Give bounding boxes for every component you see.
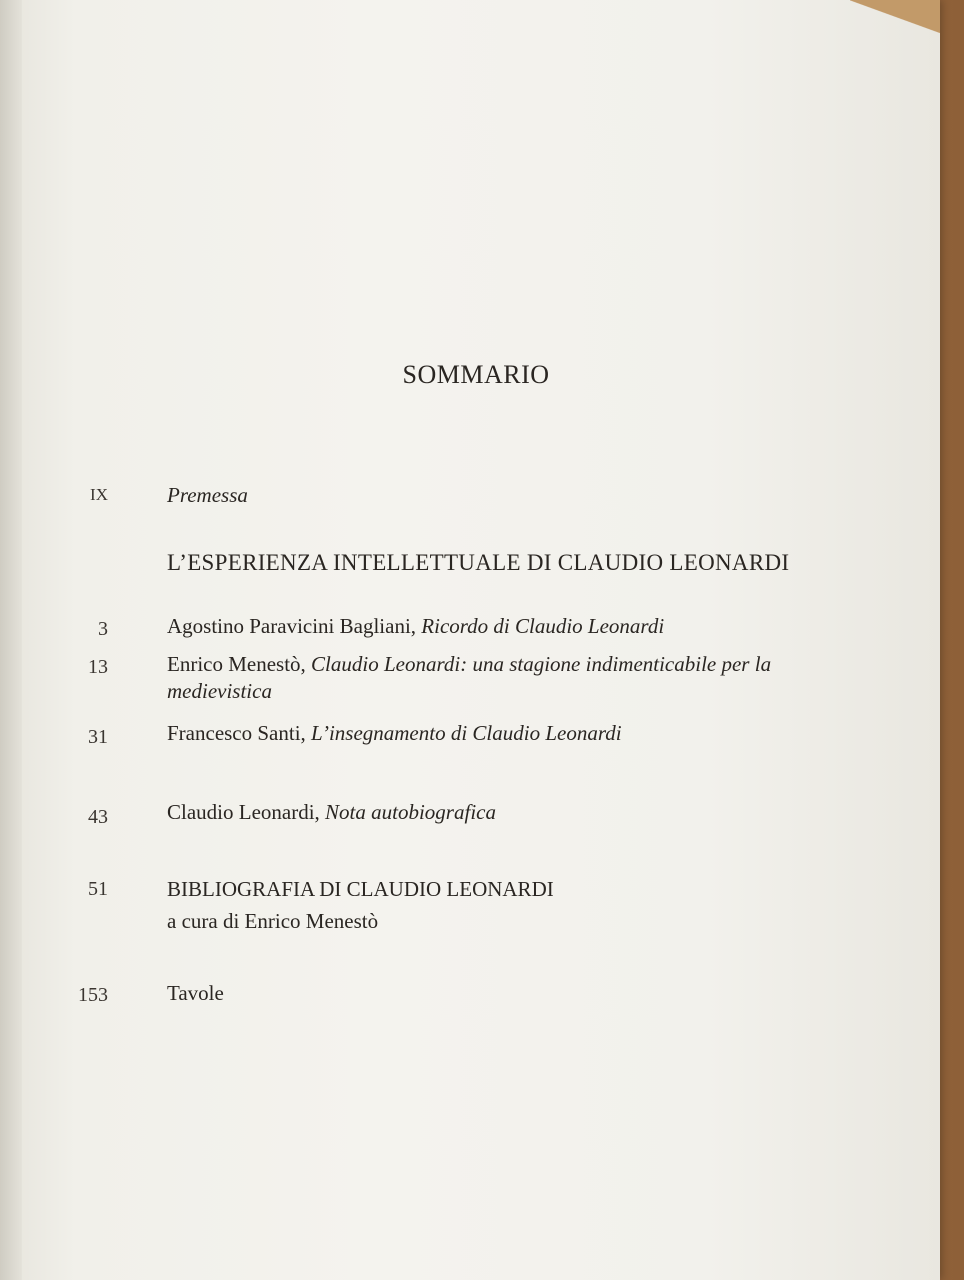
entry-santi-author: Francesco Santi, (167, 721, 312, 745)
entry-bagliani-title: Ricordo di Claudio Leonardi (421, 614, 665, 638)
entry-nota-author: Claudio Leonardi, (167, 800, 326, 824)
entry-menesto-title-line2: medievistica (167, 679, 272, 703)
entry-santi (167, 718, 622, 748)
entry-nota-title: Nota autobiografica (325, 800, 496, 824)
entry-premessa-text: Premessa (167, 483, 248, 507)
page-title: SOMMARIO (402, 360, 550, 389)
page-number-premessa: IX (90, 485, 108, 504)
page-corner (850, 0, 940, 40)
entry-menesto-title-line1: Claudio Leonardi: una stagione indimenticabile per la (311, 652, 772, 676)
entry-premessa (167, 480, 248, 510)
page-number-bagliani: 3 (98, 618, 108, 640)
page-number-menesto: 13 (88, 656, 108, 678)
entry-nota (167, 797, 496, 827)
entry-santi-title: L’insegnamento di Claudio Leonardi (311, 721, 622, 745)
entry-menesto (167, 649, 771, 679)
page-number-bibliografia: 51 (88, 878, 108, 900)
entry-menesto-author: Enrico Menestò, (167, 652, 312, 676)
section-heading: L’ESPERIENZA INTELLETTUALE DI CLAUDIO LEONARDI (167, 550, 790, 575)
page-number-tavole: 153 (78, 984, 108, 1006)
entry-tavole: Tavole (167, 981, 224, 1005)
entry-bagliani-author: Agostino Paravicini Bagliani, (167, 614, 422, 638)
page-number-santi: 31 (88, 726, 108, 748)
entry-bagliani (167, 611, 664, 641)
entry-bibliografia-subtitle: a cura di Enrico Menestò (167, 909, 379, 933)
page-number-nota: 43 (88, 806, 108, 828)
entry-bibliografia-heading: BIBLIOGRAFIA DI CLAUDIO LEONARDI (167, 877, 554, 901)
